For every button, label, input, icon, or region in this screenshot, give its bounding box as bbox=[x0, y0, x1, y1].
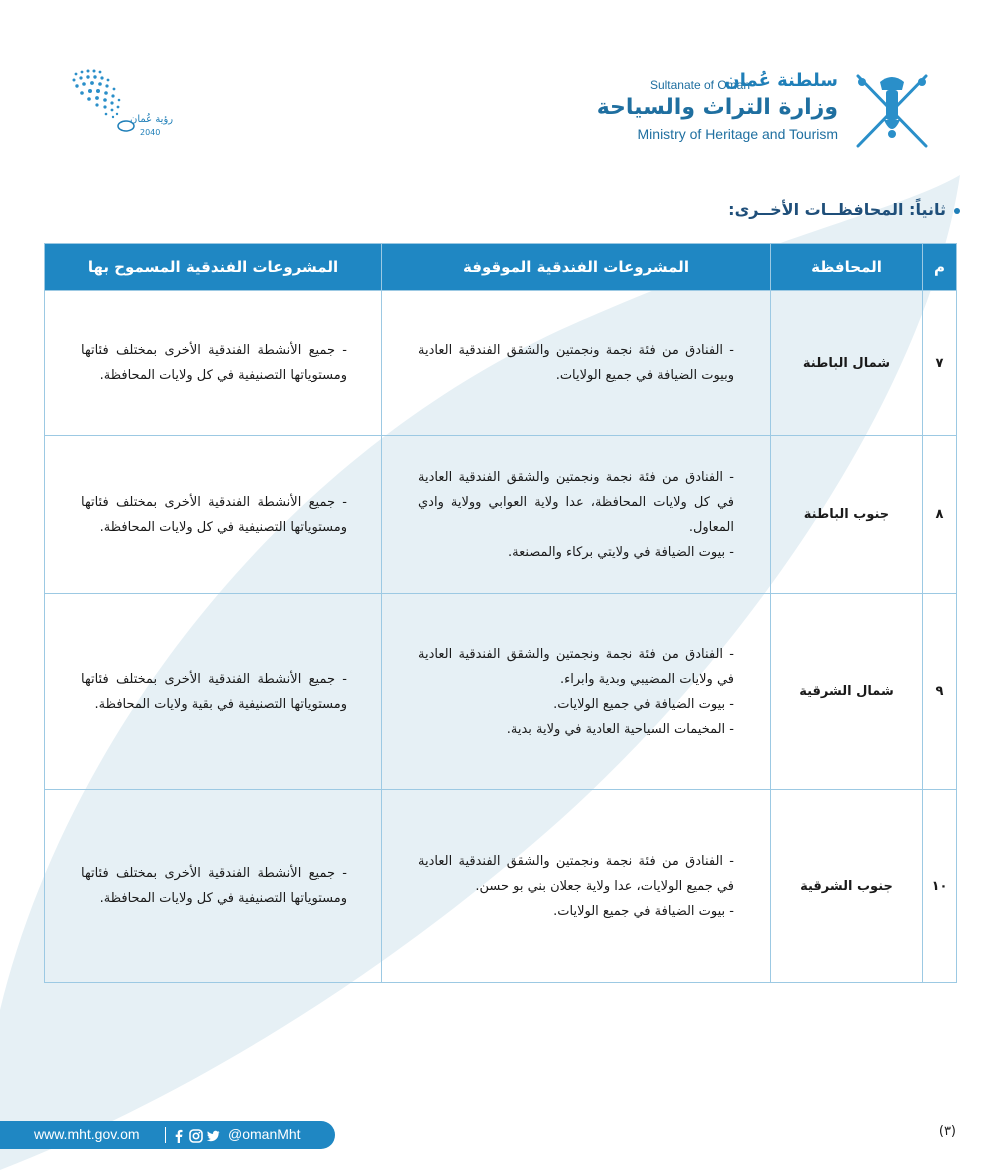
table-row bbox=[45, 594, 957, 790]
table-header-row bbox=[45, 244, 957, 291]
instagram-icon[interactable] bbox=[189, 1128, 203, 1142]
row-number: ٩ bbox=[923, 594, 957, 790]
table-row bbox=[45, 291, 957, 436]
row-number: ١٠ bbox=[923, 790, 957, 983]
table-row bbox=[45, 436, 957, 594]
stopped-item: - بيوت الضيافة في جميع الولايات. bbox=[553, 903, 734, 919]
row-stopped-projects bbox=[382, 436, 771, 594]
row-allowed-projects: - جميع الأنشطة الفندقية الأخرى بمختلف فئاتها ومستوياتها التصنيفية في كل ولايات المحافظة. bbox=[45, 436, 382, 594]
row-allowed-projects: - جميع الأنشطة الفندقية الأخرى بمختلف فئاتها ومستوياتها التصنيفية في كل ولايات المحافظة. bbox=[45, 790, 382, 983]
facebook-icon[interactable] bbox=[172, 1128, 186, 1142]
vision-2040-text: رؤية عُمان bbox=[130, 114, 174, 125]
row-stopped-projects bbox=[382, 790, 771, 983]
header-stopped-projects: المشروعات الفندقية الموقوفة bbox=[382, 244, 771, 291]
row-governorate: شمال الشرقية bbox=[771, 594, 923, 790]
row-number: ٨ bbox=[923, 436, 957, 594]
row-governorate: جنوب الباطنة bbox=[771, 436, 923, 594]
stopped-item: - الفنادق من فئة نجمة ونجمتين والشقق الفندقية العادية في كل ولايات المحافظة، عدا ولاية العوابي وولاية وادي المعاول. bbox=[418, 469, 734, 535]
page-number: (٣) bbox=[938, 1124, 956, 1139]
ministry-name-english: Ministry of Heritage and Tourism bbox=[637, 126, 838, 142]
sultanate-english: Sultanate of Oman bbox=[649, 78, 750, 92]
stopped-item: - الفنادق من فئة نجمة ونجمتين والشقق الفندقية العادية وبيوت الضيافة في جميع الولايات. bbox=[418, 343, 734, 383]
header-number: م bbox=[923, 244, 957, 291]
oman-emblem-icon bbox=[850, 68, 934, 150]
row-allowed-projects: - جميع الأنشطة الفندقية الأخرى بمختلف فئاتها ومستوياتها التصنيفية في بقية ولايات المحافظة. bbox=[45, 594, 382, 790]
row-stopped-projects bbox=[382, 594, 771, 790]
social-handle[interactable]: @omanMht bbox=[228, 1126, 301, 1142]
stopped-item: - بيوت الضيافة في ولايتي بركاء والمصنعة. bbox=[507, 544, 734, 560]
row-allowed-projects: - جميع الأنشطة الفندقية الأخرى بمختلف فئاتها ومستوياتها التصنيفية في كل ولايات المحافظة. bbox=[45, 291, 382, 436]
footer-divider bbox=[165, 1127, 166, 1143]
twitter-icon[interactable] bbox=[206, 1128, 220, 1142]
sultanate-arabic: سلطنة عُمان bbox=[724, 70, 838, 91]
stopped-item: - الفنادق من فئة نجمة ونجمتين والشقق الفندقية العادية في جميع الولايات، عدا ولاية جعلان بني بو حسن. bbox=[418, 853, 734, 894]
header-allowed-projects: المشروعات الفندقية المسموح بها bbox=[45, 244, 382, 291]
row-governorate: جنوب الشرقية bbox=[771, 790, 923, 983]
vision-year: 2040 bbox=[140, 128, 161, 137]
website-link[interactable]: www.mht.gov.om bbox=[34, 1126, 140, 1142]
stopped-item: - بيوت الضيافة في جميع الولايات. bbox=[553, 696, 734, 712]
header-governorate: المحافظة bbox=[771, 244, 923, 291]
footer-bar bbox=[0, 1121, 335, 1149]
table-row bbox=[45, 790, 957, 983]
oman-vision-2040-logo bbox=[62, 64, 202, 144]
bullet-icon bbox=[954, 208, 960, 214]
social-icons bbox=[172, 1125, 220, 1145]
hotel-projects-table bbox=[44, 243, 957, 983]
row-number: ٧ bbox=[923, 291, 957, 436]
ministry-name-arabic: وزارة التراث والسياحة bbox=[596, 95, 838, 120]
page-header bbox=[0, 0, 1000, 170]
section-title bbox=[728, 200, 960, 219]
section-title-text: ثانياً: المحافظــات الأخــرى: bbox=[728, 200, 946, 219]
row-stopped-projects bbox=[382, 291, 771, 436]
stopped-item: - المخيمات السياحية العادية في ولاية بدية. bbox=[506, 721, 734, 737]
row-governorate: شمال الباطنة bbox=[771, 291, 923, 436]
stopped-item: - الفنادق من فئة نجمة ونجمتين والشقق الفندقية العادية في ولايات المضيبي وبدية وابراء. bbox=[418, 646, 734, 687]
